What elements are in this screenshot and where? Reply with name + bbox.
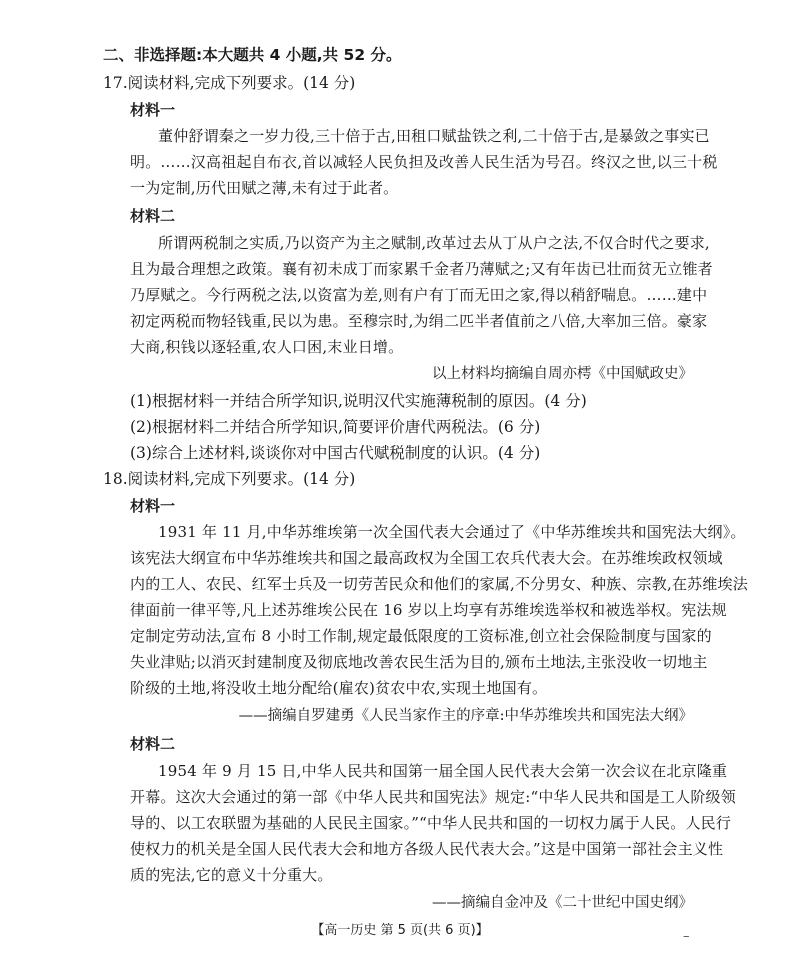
q18-material-2-line: 导的、以工农联盟为基础的人民民主国家。”“中华人民共和国的一切权力属于人民。人民行 bbox=[130, 814, 732, 832]
q18-material-1-line: 该宪法大纲宣布中华苏维埃共和国之最高政权为全国工农兵代表大会。在苏维埃政权领域 bbox=[130, 549, 723, 567]
section-heading: 二、非选择题:本大题共 4 小题,共 52 分。 bbox=[103, 46, 402, 64]
q18-material-1-line: 失业津贴;以消灭封建制度及彻底地改善农民生活为目的,颁布土地法,主张没收一切地主 bbox=[130, 653, 708, 671]
page-footer: 【高一历史 第 5 页(共 6 页)】 bbox=[311, 923, 489, 938]
q17-material-2-line: 且为最合理想之政策。襄有初未成丁而家累千金者乃薄赋之;又有年齿已壮而贫无立锥者 bbox=[130, 260, 713, 278]
q17-material-1-line: 一为定制,历代田赋之薄,未有过于此者。 bbox=[130, 179, 399, 197]
q18-material-1-label: 材料一 bbox=[130, 497, 176, 515]
q17-subquestion-2: (2)根据材料二并结合所学知识,简要评价唐代两税法。(6 分) bbox=[130, 418, 541, 436]
q17-subquestion-3: (3)综合上述材料,谈谈你对中国古代赋税制度的认识。(4 分) bbox=[130, 444, 541, 462]
q18-material-1-line: 阶级的土地,将没收土地分配给(雇农)贫农中农,实现土地国有。 bbox=[130, 679, 548, 697]
q18-material-1-line: 1931 年 11 月,中华苏维埃第一次全国代表大会通过了《中华苏维埃共和国宪法大纲》。 bbox=[158, 523, 746, 541]
q18-material-1-line: 律面前一律平等,凡上述苏维埃公民在 16 岁以上均享有苏维埃选举权和被选举权。宪法规 bbox=[130, 601, 727, 619]
q17-subquestion-1: (1)根据材料一并结合所学知识,说明汉代实施薄税制的原因。(4 分) bbox=[130, 392, 587, 410]
q18-title: 18.阅读材料,完成下列要求。(14 分) bbox=[103, 470, 356, 488]
q18-material-2-line: 1954 年 9 月 15 日,中华人民共和国第一届全国人民代表大会第一次会议在北京隆重 bbox=[158, 762, 728, 780]
q17-material-1-label: 材料一 bbox=[130, 101, 176, 119]
corner-mark: – bbox=[683, 929, 690, 944]
q18-material-1-line: 定制定劳动法,宣布 8 小时工作制,规定最低限度的工资标准,创立社会保险制度与国家的 bbox=[130, 627, 712, 645]
q18-material-2-label: 材料二 bbox=[130, 735, 176, 753]
q17-title: 17.阅读材料,完成下列要求。(14 分) bbox=[103, 74, 356, 92]
q17-material-2-line: 所谓两税制之实质,乃以资产为主之赋制,改革过去从丁从户之法,不仅合时代之要求, bbox=[158, 234, 710, 252]
q18-material-2-line: 开幕。这次大会通过的第一部《中华人民共和国宪法》规定:“中华人民共和国是工人阶级领 bbox=[130, 788, 736, 806]
q18-material-2-source: ——摘编自金冲及《二十世纪中国史纲》 bbox=[432, 895, 693, 911]
q18-material-1-line: 内的工人、农民、红军士兵及一切劳苦民众和他们的家属,不分男女、种族、宗教,在苏维埃法 bbox=[130, 575, 748, 593]
q18-material-1-source: ——摘编自罗建勇《人民当家作主的序章:中华苏维埃共和国宪法大纲》 bbox=[238, 708, 693, 724]
q17-material-2-line: 乃厚赋之。今行两税之法,以资富为差,则有户有丁而无田之家,得以稍舒喘息。……建中 bbox=[130, 286, 708, 304]
q17-material-2-line: 大商,积钱以逐轻重,农人口困,末业日增。 bbox=[130, 338, 404, 356]
q17-material-2-line: 初定两税而物轻钱重,民以为患。至穆宗时,为绢二匹半者值前之八倍,大率加三倍。豪家 bbox=[130, 312, 708, 330]
q17-material-2-label: 材料二 bbox=[130, 207, 176, 225]
q17-material-1-line: 明。……汉高祖起自布衣,首以减轻人民负担及改善人民生活为号召。终汉之世,以三十税 bbox=[130, 153, 718, 171]
q17-source: 以上材料均摘编自周亦樗《中国赋政史》 bbox=[432, 366, 693, 382]
q18-material-2-line: 使权力的机关是全国人民代表大会和地方各级人民代表大会。”这是中国第一部社会主义性 bbox=[130, 840, 724, 858]
q17-material-1-line: 董仲舒谓秦之一岁力役,三十倍于古,田租口赋盐铁之利,二十倍于古,是暴敛之事实已 bbox=[158, 127, 710, 145]
q18-material-2-line: 质的宪法,它的意义十分重大。 bbox=[130, 866, 333, 884]
